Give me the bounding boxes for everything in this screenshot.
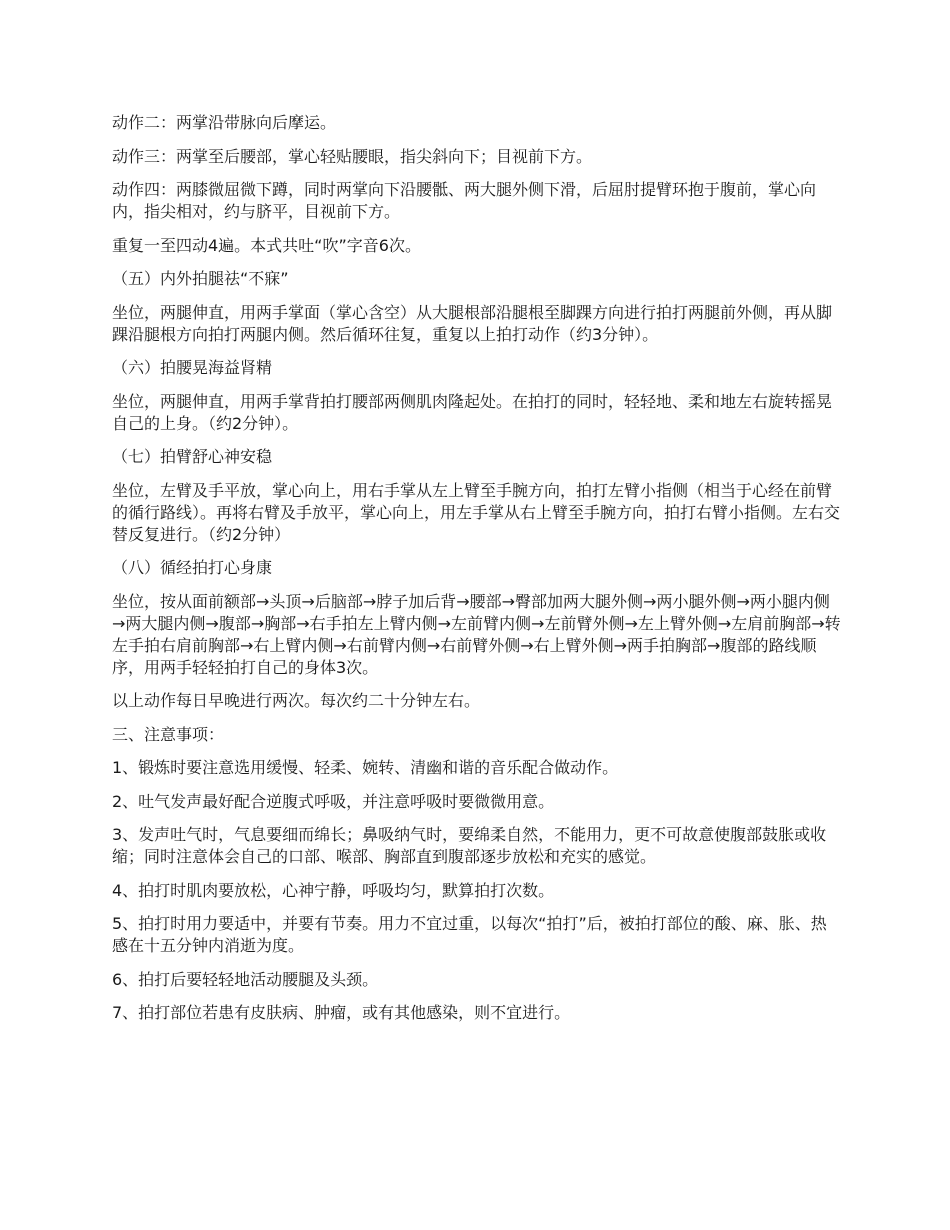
paragraph-repeat-note: 重复一至四动4遍。本式共吐“吹”字音6次。	[112, 235, 421, 255]
section-heading-precautions: 三、注意事项：	[112, 724, 225, 744]
paragraph-action-two: 动作二：两掌沿带脉向后摩运。	[112, 113, 337, 132]
section-heading-six: （六）拍腰晃海益肾精	[112, 358, 273, 377]
precaution-item-5: 5、拍打时用力要适中，并要有节奏。用力不宜过重，以每次“拍打”后，被拍打部位的酸、麻、胀、热感在十五分钟内消逝为度。	[112, 914, 827, 955]
section-heading-eight: （八）循经拍打心身康	[112, 558, 273, 577]
paragraph-action-three: 动作三：两掌至后腰部，掌心轻贴腰眼，指尖斜向下；目视前下方。	[112, 146, 593, 166]
paragraph-section-seven: 坐位，左臂及手平放，掌心向上，用右手掌从左上臂至手腕方向，拍打左臂小指侧（相当于心经在前臂的循行路线）。再将右臂及手放平，掌心向上，用左手掌从右上臂至手腕方向，拍打右臂小指侧。左右交替反复进行。（约2分钟）	[112, 480, 841, 544]
precaution-item-2: 2、吐气发声最好配合逆腹式呼吸，并注意呼吸时要微微用意。	[112, 791, 555, 811]
precaution-item-6: 6、拍打后要轻轻地活动腰腿及头颈。	[112, 969, 379, 989]
precaution-item-3: 3、发声吐气时，气息要细而绵长；鼻吸纳气时，要绵柔自然，不能用力，更不可故意使腹部鼓胀或收缩；同时注意体会自己的口部、喉部、胸部直到腹部逐步放松和充实的感觉。	[112, 825, 827, 866]
paragraph-section-six: 坐位，两腿伸直，用两手掌背拍打腰部两侧肌肉隆起处。在拍打的同时，轻轻地、柔和地左右旋转摇晃自己的上身。（约2分钟）。	[112, 391, 833, 433]
paragraph-section-five: 坐位，两腿伸直，用两手掌面（掌心含空）从大腿根部沿腿根至脚踝方向进行拍打两腿前外侧，再从脚踝沿腿根方向拍打两腿内侧。然后循环往复，重复以上拍打动作（约3分钟）。	[112, 302, 833, 344]
paragraph-daily-note: 以上动作每日早晚进行两次。每次约二十分钟左右。	[112, 691, 481, 710]
paragraph-section-eight: 坐位，按从面前额部→头顶→后脑部→脖子加后背→腰部→臀部加两大腿外侧→两小腿外侧→两小腿内侧→两大腿内侧→腹部→胸部→右手拍左上臂内侧→左前臂内侧→左前臂外侧→左上臂外侧→左肩前胸部→转左手拍右肩前胸部→右上臂内侧→右前臂内侧→右前臂外侧→右上臂外侧→两手拍胸部→腹部的路线顺序，用两手轻轻拍打自己的身体3次。	[112, 591, 841, 677]
document-body	[112, 112, 842, 1036]
precaution-item-7: 7、拍打部位若患有皮肤病、肿瘤，或有其他感染，则不宜进行。	[112, 1003, 571, 1022]
precaution-item-4: 4、拍打时肌肉要放松，心神宁静，呼吸均匀，默算拍打次数。	[112, 880, 555, 900]
section-heading-five: （五）内外拍腿祛“不寐”	[112, 269, 289, 288]
section-heading-seven: （七）拍臂舒心神安稳	[112, 447, 273, 466]
precaution-item-1: 1、锻炼时要注意选用缓慢、轻柔、婉转、清幽和谐的音乐配合做动作。	[112, 758, 619, 777]
paragraph-action-four: 动作四：两膝微屈微下蹲，同时两掌向下沿腰骶、两大腿外侧下滑，后屈肘提臂环抱于腹前，掌心向内，指尖相对，约与脐平，目视前下方。	[112, 180, 817, 221]
